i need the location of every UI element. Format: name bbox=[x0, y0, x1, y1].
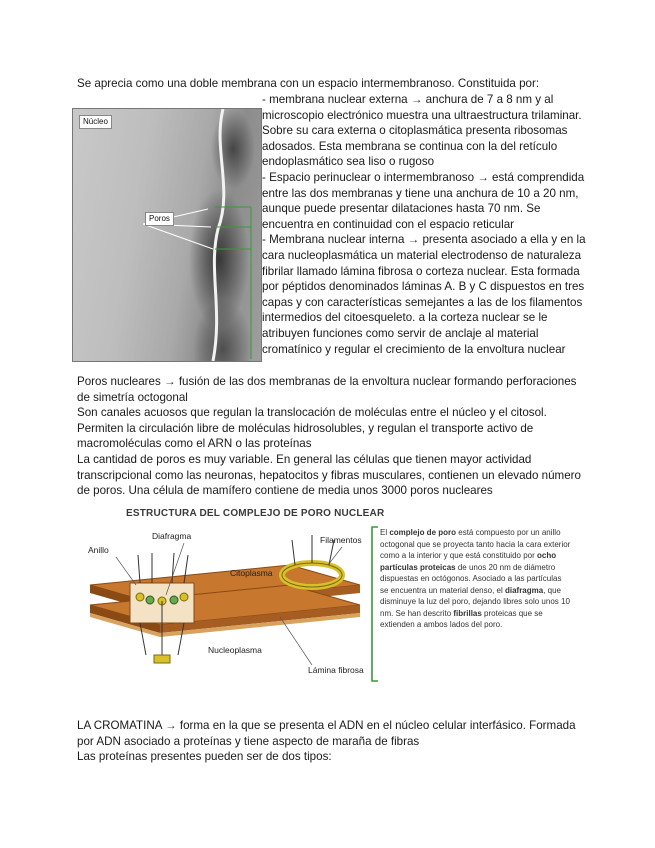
text-line: encuentra en continuidad con el espacio reticular bbox=[262, 217, 515, 231]
cromatina-paragraph bbox=[77, 718, 576, 765]
pore-illustration bbox=[80, 505, 380, 690]
micrograph-label-poros: Poros bbox=[145, 212, 174, 226]
text-line: - Membrana nuclear interna → presenta asociado a ella y en la bbox=[262, 233, 586, 247]
text-line: endoplasmático sea liso o rugoso bbox=[262, 155, 435, 169]
label-citoplasma: Citoplasma bbox=[230, 568, 273, 578]
text-line: de poros. Una célula de mamífero contiene de media unos 3000 poros nucleares bbox=[77, 484, 493, 498]
label-lamina-fibrosa: Lámina fibrosa bbox=[308, 665, 364, 675]
text-line: La cantidad de poros es muy variable. En general las células que tienen mayor actividad bbox=[77, 452, 532, 466]
text-line: - Espacio perinuclear o intermembranoso → está comprendida bbox=[262, 170, 585, 184]
text-line: microscopio electrónico muestra una ultraestructura trilaminar. bbox=[262, 108, 582, 122]
pore-complex-diagram bbox=[80, 505, 578, 690]
text-line: LA CROMATINA → forma en la que se presenta el ADN en el núcleo celular interfásico. Formada bbox=[77, 719, 576, 732]
text-line: atribuyen funciones como servir de anclaje al material bbox=[262, 326, 539, 340]
diagram-description: El complejo de poro está compuesto por un anillo octogonal que se proyecta tanto hacia la cara exterior como a la interior y que está constituido por ocho partículas proteicas de unos 20 nm de diámetro dispuestas en octógonos. Asociado a las partículas se encuentra un material denso, el diafragma, que disminuye la luz del poro, dejando libres solo unos 10 nm. Se han descrito fibrillas proteicas que se extienden a ambos lados del poro. bbox=[380, 528, 571, 629]
label-diafragma: Diafragma bbox=[152, 531, 192, 541]
text-line: cara nucleoplasmática un material electrodenso de naturaleza bbox=[262, 248, 582, 262]
text-line: macromoléculas como el ARN o las proteínas bbox=[77, 437, 312, 451]
text-line: capas y con características semejantes a las de los filamentos bbox=[262, 295, 583, 309]
text-line: aunque puede presentar dilataciones hasta 70 nm. Se bbox=[262, 202, 541, 216]
text-line: por ADN asociado a proteínas y tiene aspecto de maraña de fibras bbox=[77, 734, 420, 748]
text-line: adosados. Esta membrana se continua con la del retículo bbox=[262, 139, 558, 153]
text-line: - membrana nuclear externa → anchura de 7 a 8 nm y al bbox=[262, 93, 554, 106]
micrograph-overlay bbox=[73, 109, 261, 361]
text-line: Poros nucleares → fusión de las dos membranas de la envoltura nuclear formando perforaciones bbox=[77, 375, 577, 388]
text-line: fibrilar llamado lámina fibrosa o corteza nuclear. Esta formada bbox=[262, 264, 580, 278]
pores-paragraph bbox=[77, 374, 581, 499]
intro-line: Se aprecia como una doble membrana con un espacio intermembranoso. Constituida por: bbox=[77, 77, 540, 90]
text-line: entre las dos membranas y tiene una anchura de 10 a 20 nm, bbox=[262, 186, 579, 200]
diagram-title: ESTRUCTURA DEL COMPLEJO DE PORO NUCLEAR bbox=[126, 508, 385, 519]
text-line: intermedios del citoesqueleto. a la corteza nuclear se le bbox=[262, 311, 548, 325]
label-filamentos: Filamentos bbox=[320, 535, 362, 545]
label-anillo: Anillo bbox=[88, 545, 109, 555]
text-line: Son canales acuosos que regulan la translocación de moléculas entre el núcleo y el citosol. bbox=[77, 406, 547, 420]
text-line: Las proteínas presentes pueden ser de dos tipos: bbox=[77, 750, 332, 764]
text-line: transcripcional como las neuronas, hepatocitos y fibras musculares, contienen un elevado número bbox=[77, 468, 581, 482]
electron-micrograph bbox=[72, 108, 262, 362]
text-line: Permiten la circulación libre de moléculas hidrosolubles, y regulan el transporte activo de bbox=[77, 421, 534, 435]
micrograph-label-nucleo: Núcleo bbox=[79, 115, 112, 129]
membrane-paragraph bbox=[262, 92, 586, 357]
text-line: cromatínico y regular el crecimiento de la envoltura nuclear bbox=[262, 342, 566, 356]
text-line: de simetría octogonal bbox=[77, 390, 188, 404]
label-nucleoplasma: Nucleoplasma bbox=[208, 645, 262, 655]
text-line: por péptidos denominados láminas A. B y C dispuestos en tres bbox=[262, 280, 585, 294]
text-line: Sobre su cara externa o citoplasmática presenta ribosomas bbox=[262, 124, 568, 138]
